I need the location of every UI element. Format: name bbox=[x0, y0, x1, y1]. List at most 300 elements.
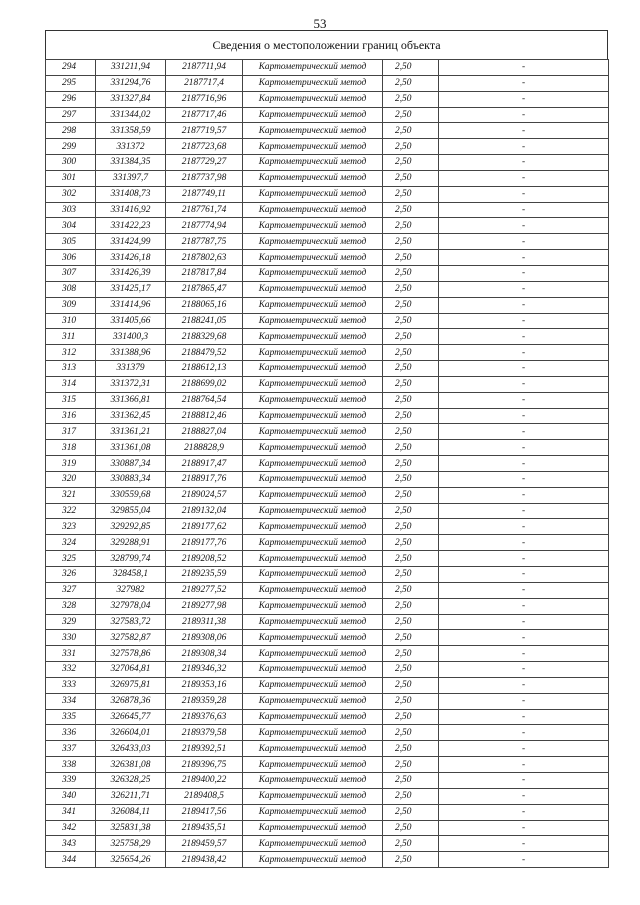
x-coordinate-cell: 326381,08 bbox=[96, 757, 166, 773]
table-row bbox=[46, 75, 609, 91]
point-number-cell: 326 bbox=[46, 567, 96, 583]
description-cell: - bbox=[439, 820, 609, 836]
x-coordinate-cell: 331366,81 bbox=[96, 392, 166, 408]
table-row bbox=[46, 186, 609, 202]
y-coordinate-cell: 2189396,75 bbox=[166, 757, 243, 773]
accuracy-cell: 2,50 bbox=[383, 424, 439, 440]
table-row bbox=[46, 170, 609, 186]
x-coordinate-cell: 331384,35 bbox=[96, 155, 166, 171]
point-number-cell: 302 bbox=[46, 186, 96, 202]
point-number-cell: 314 bbox=[46, 376, 96, 392]
point-number-cell: 321 bbox=[46, 487, 96, 503]
x-coordinate-cell: 331426,18 bbox=[96, 250, 166, 266]
table-row bbox=[46, 329, 609, 345]
description-cell: - bbox=[439, 772, 609, 788]
table-row bbox=[46, 376, 609, 392]
table-body bbox=[46, 60, 609, 868]
y-coordinate-cell: 2187717,4 bbox=[166, 75, 243, 91]
y-coordinate-cell: 2188065,16 bbox=[166, 297, 243, 313]
method-cell: Картометрический метод bbox=[243, 234, 383, 250]
x-coordinate-cell: 331414,96 bbox=[96, 297, 166, 313]
x-coordinate-cell: 327982 bbox=[96, 582, 166, 598]
table-row bbox=[46, 155, 609, 171]
accuracy-cell: 2,50 bbox=[383, 170, 439, 186]
x-coordinate-cell: 326878,36 bbox=[96, 693, 166, 709]
x-coordinate-cell: 331361,21 bbox=[96, 424, 166, 440]
description-cell: - bbox=[439, 265, 609, 281]
y-coordinate-cell: 2187719,57 bbox=[166, 123, 243, 139]
point-number-cell: 325 bbox=[46, 551, 96, 567]
accuracy-cell: 2,50 bbox=[383, 757, 439, 773]
method-cell: Картометрический метод bbox=[243, 709, 383, 725]
y-coordinate-cell: 2189277,52 bbox=[166, 582, 243, 598]
point-number-cell: 306 bbox=[46, 250, 96, 266]
table-row bbox=[46, 614, 609, 630]
description-cell: - bbox=[439, 757, 609, 773]
x-coordinate-cell: 326211,71 bbox=[96, 788, 166, 804]
description-cell: - bbox=[439, 123, 609, 139]
table-row bbox=[46, 313, 609, 329]
table-row bbox=[46, 852, 609, 868]
x-coordinate-cell: 331400,3 bbox=[96, 329, 166, 345]
point-number-cell: 311 bbox=[46, 329, 96, 345]
description-cell: - bbox=[439, 139, 609, 155]
accuracy-cell: 2,50 bbox=[383, 598, 439, 614]
x-coordinate-cell: 331425,17 bbox=[96, 281, 166, 297]
x-coordinate-cell: 327978,04 bbox=[96, 598, 166, 614]
table-row bbox=[46, 709, 609, 725]
description-cell: - bbox=[439, 662, 609, 678]
x-coordinate-cell: 331344,02 bbox=[96, 107, 166, 123]
accuracy-cell: 2,50 bbox=[383, 804, 439, 820]
y-coordinate-cell: 2189353,16 bbox=[166, 677, 243, 693]
method-cell: Картометрический метод bbox=[243, 852, 383, 868]
method-cell: Картометрический метод bbox=[243, 836, 383, 852]
accuracy-cell: 2,50 bbox=[383, 297, 439, 313]
description-cell: - bbox=[439, 202, 609, 218]
description-cell: - bbox=[439, 582, 609, 598]
method-cell: Картометрический метод bbox=[243, 582, 383, 598]
method-cell: Картометрический метод bbox=[243, 107, 383, 123]
table-row bbox=[46, 60, 609, 76]
description-cell: - bbox=[439, 297, 609, 313]
description-cell: - bbox=[439, 218, 609, 234]
method-cell: Картометрический метод bbox=[243, 123, 383, 139]
x-coordinate-cell: 330883,34 bbox=[96, 471, 166, 487]
table-row bbox=[46, 202, 609, 218]
table-row bbox=[46, 123, 609, 139]
y-coordinate-cell: 2189308,34 bbox=[166, 646, 243, 662]
method-cell: Картометрический метод bbox=[243, 519, 383, 535]
accuracy-cell: 2,50 bbox=[383, 107, 439, 123]
description-cell: - bbox=[439, 75, 609, 91]
point-number-cell: 327 bbox=[46, 582, 96, 598]
table-row bbox=[46, 567, 609, 583]
description-cell: - bbox=[439, 329, 609, 345]
description-cell: - bbox=[439, 551, 609, 567]
accuracy-cell: 2,50 bbox=[383, 345, 439, 361]
method-cell: Картометрический метод bbox=[243, 376, 383, 392]
y-coordinate-cell: 2187817,84 bbox=[166, 265, 243, 281]
table-row bbox=[46, 361, 609, 377]
accuracy-cell: 2,50 bbox=[383, 519, 439, 535]
description-cell: - bbox=[439, 614, 609, 630]
page-number: 53 bbox=[313, 16, 327, 31]
method-cell: Картометрический метод bbox=[243, 392, 383, 408]
y-coordinate-cell: 2187802,63 bbox=[166, 250, 243, 266]
accuracy-cell: 2,50 bbox=[383, 250, 439, 266]
method-cell: Картометрический метод bbox=[243, 361, 383, 377]
x-coordinate-cell: 331426,39 bbox=[96, 265, 166, 281]
y-coordinate-cell: 2189400,22 bbox=[166, 772, 243, 788]
x-coordinate-cell: 328458,1 bbox=[96, 567, 166, 583]
description-cell: - bbox=[439, 852, 609, 868]
y-coordinate-cell: 2189346,32 bbox=[166, 662, 243, 678]
x-coordinate-cell: 331424,99 bbox=[96, 234, 166, 250]
x-coordinate-cell: 329292,85 bbox=[96, 519, 166, 535]
x-coordinate-cell: 327582,87 bbox=[96, 630, 166, 646]
accuracy-cell: 2,50 bbox=[383, 234, 439, 250]
method-cell: Картометрический метод bbox=[243, 471, 383, 487]
point-number-cell: 294 bbox=[46, 60, 96, 76]
table-row bbox=[46, 107, 609, 123]
table-row bbox=[46, 772, 609, 788]
accuracy-cell: 2,50 bbox=[383, 836, 439, 852]
description-cell: - bbox=[439, 376, 609, 392]
description-cell: - bbox=[439, 677, 609, 693]
x-coordinate-cell: 331408,73 bbox=[96, 186, 166, 202]
y-coordinate-cell: 2187774,94 bbox=[166, 218, 243, 234]
accuracy-cell: 2,50 bbox=[383, 186, 439, 202]
description-cell: - bbox=[439, 155, 609, 171]
method-cell: Картометрический метод bbox=[243, 630, 383, 646]
point-number-cell: 341 bbox=[46, 804, 96, 820]
accuracy-cell: 2,50 bbox=[383, 567, 439, 583]
point-number-cell: 329 bbox=[46, 614, 96, 630]
accuracy-cell: 2,50 bbox=[383, 202, 439, 218]
method-cell: Картометрический метод bbox=[243, 725, 383, 741]
y-coordinate-cell: 2188917,47 bbox=[166, 456, 243, 472]
method-cell: Картометрический метод bbox=[243, 757, 383, 773]
accuracy-cell: 2,50 bbox=[383, 614, 439, 630]
table-row bbox=[46, 392, 609, 408]
y-coordinate-cell: 2189379,58 bbox=[166, 725, 243, 741]
accuracy-cell: 2,50 bbox=[383, 456, 439, 472]
accuracy-cell: 2,50 bbox=[383, 408, 439, 424]
x-coordinate-cell: 326975,81 bbox=[96, 677, 166, 693]
x-coordinate-cell: 331388,96 bbox=[96, 345, 166, 361]
y-coordinate-cell: 2188699,02 bbox=[166, 376, 243, 392]
accuracy-cell: 2,50 bbox=[383, 852, 439, 868]
point-number-cell: 339 bbox=[46, 772, 96, 788]
x-coordinate-cell: 326645,77 bbox=[96, 709, 166, 725]
description-cell: - bbox=[439, 503, 609, 519]
x-coordinate-cell: 331379 bbox=[96, 361, 166, 377]
y-coordinate-cell: 2189417,56 bbox=[166, 804, 243, 820]
accuracy-cell: 2,50 bbox=[383, 693, 439, 709]
table-row bbox=[46, 281, 609, 297]
description-cell: - bbox=[439, 598, 609, 614]
x-coordinate-cell: 325654,26 bbox=[96, 852, 166, 868]
table-row bbox=[46, 646, 609, 662]
y-coordinate-cell: 2189132,04 bbox=[166, 503, 243, 519]
point-number-cell: 334 bbox=[46, 693, 96, 709]
description-cell: - bbox=[439, 788, 609, 804]
x-coordinate-cell: 327583,72 bbox=[96, 614, 166, 630]
description-cell: - bbox=[439, 186, 609, 202]
accuracy-cell: 2,50 bbox=[383, 551, 439, 567]
table-title: Сведения о местоположении границ объекта bbox=[45, 30, 608, 59]
method-cell: Картометрический метод bbox=[243, 408, 383, 424]
accuracy-cell: 2,50 bbox=[383, 535, 439, 551]
point-number-cell: 308 bbox=[46, 281, 96, 297]
y-coordinate-cell: 2189438,42 bbox=[166, 852, 243, 868]
x-coordinate-cell: 331372 bbox=[96, 139, 166, 155]
y-coordinate-cell: 2187749,11 bbox=[166, 186, 243, 202]
table-row bbox=[46, 741, 609, 757]
method-cell: Картометрический метод bbox=[243, 693, 383, 709]
table-row bbox=[46, 630, 609, 646]
x-coordinate-cell: 326433,03 bbox=[96, 741, 166, 757]
point-number-cell: 338 bbox=[46, 757, 96, 773]
description-cell: - bbox=[439, 519, 609, 535]
point-number-cell: 313 bbox=[46, 361, 96, 377]
accuracy-cell: 2,50 bbox=[383, 75, 439, 91]
y-coordinate-cell: 2189311,38 bbox=[166, 614, 243, 630]
point-number-cell: 320 bbox=[46, 471, 96, 487]
accuracy-cell: 2,50 bbox=[383, 630, 439, 646]
table-row bbox=[46, 234, 609, 250]
y-coordinate-cell: 2188812,46 bbox=[166, 408, 243, 424]
table-row bbox=[46, 265, 609, 281]
description-cell: - bbox=[439, 709, 609, 725]
x-coordinate-cell: 326328,25 bbox=[96, 772, 166, 788]
x-coordinate-cell: 328799,74 bbox=[96, 551, 166, 567]
method-cell: Картометрический метод bbox=[243, 250, 383, 266]
method-cell: Картометрический метод bbox=[243, 741, 383, 757]
method-cell: Картометрический метод bbox=[243, 170, 383, 186]
method-cell: Картометрический метод bbox=[243, 60, 383, 76]
method-cell: Картометрический метод bbox=[243, 662, 383, 678]
y-coordinate-cell: 2188827,04 bbox=[166, 424, 243, 440]
description-cell: - bbox=[439, 456, 609, 472]
accuracy-cell: 2,50 bbox=[383, 772, 439, 788]
y-coordinate-cell: 2188329,68 bbox=[166, 329, 243, 345]
y-coordinate-cell: 2189359,28 bbox=[166, 693, 243, 709]
accuracy-cell: 2,50 bbox=[383, 155, 439, 171]
x-coordinate-cell: 331327,84 bbox=[96, 91, 166, 107]
method-cell: Картометрический метод bbox=[243, 281, 383, 297]
method-cell: Картометрический метод bbox=[243, 202, 383, 218]
table-row bbox=[46, 788, 609, 804]
table-row bbox=[46, 297, 609, 313]
table-row bbox=[46, 440, 609, 456]
description-cell: - bbox=[439, 440, 609, 456]
x-coordinate-cell: 331362,45 bbox=[96, 408, 166, 424]
description-cell: - bbox=[439, 804, 609, 820]
y-coordinate-cell: 2189208,52 bbox=[166, 551, 243, 567]
x-coordinate-cell: 327064,81 bbox=[96, 662, 166, 678]
method-cell: Картометрический метод bbox=[243, 456, 383, 472]
x-coordinate-cell: 331294,76 bbox=[96, 75, 166, 91]
y-coordinate-cell: 2189459,57 bbox=[166, 836, 243, 852]
description-cell: - bbox=[439, 741, 609, 757]
point-number-cell: 344 bbox=[46, 852, 96, 868]
description-cell: - bbox=[439, 567, 609, 583]
x-coordinate-cell: 325758,29 bbox=[96, 836, 166, 852]
method-cell: Картометрический метод bbox=[243, 440, 383, 456]
y-coordinate-cell: 2189308,06 bbox=[166, 630, 243, 646]
method-cell: Картометрический метод bbox=[243, 91, 383, 107]
method-cell: Картометрический метод bbox=[243, 265, 383, 281]
x-coordinate-cell: 331422,23 bbox=[96, 218, 166, 234]
y-coordinate-cell: 2188917,76 bbox=[166, 471, 243, 487]
point-number-cell: 340 bbox=[46, 788, 96, 804]
x-coordinate-cell: 331211,94 bbox=[96, 60, 166, 76]
accuracy-cell: 2,50 bbox=[383, 471, 439, 487]
x-coordinate-cell: 329288,91 bbox=[96, 535, 166, 551]
x-coordinate-cell: 331372,31 bbox=[96, 376, 166, 392]
accuracy-cell: 2,50 bbox=[383, 376, 439, 392]
table-row bbox=[46, 693, 609, 709]
y-coordinate-cell: 2189024,57 bbox=[166, 487, 243, 503]
method-cell: Картометрический метод bbox=[243, 345, 383, 361]
y-coordinate-cell: 2189277,98 bbox=[166, 598, 243, 614]
y-coordinate-cell: 2189177,76 bbox=[166, 535, 243, 551]
accuracy-cell: 2,50 bbox=[383, 392, 439, 408]
method-cell: Картометрический метод bbox=[243, 772, 383, 788]
table-row bbox=[46, 598, 609, 614]
table-row bbox=[46, 757, 609, 773]
point-number-cell: 304 bbox=[46, 218, 96, 234]
method-cell: Картометрический метод bbox=[243, 788, 383, 804]
accuracy-cell: 2,50 bbox=[383, 709, 439, 725]
y-coordinate-cell: 2188828,9 bbox=[166, 440, 243, 456]
x-coordinate-cell: 331405,66 bbox=[96, 313, 166, 329]
description-cell: - bbox=[439, 392, 609, 408]
point-number-cell: 300 bbox=[46, 155, 96, 171]
y-coordinate-cell: 2187787,75 bbox=[166, 234, 243, 250]
table-row bbox=[46, 471, 609, 487]
table-row bbox=[46, 551, 609, 567]
description-cell: - bbox=[439, 535, 609, 551]
y-coordinate-cell: 2189235,59 bbox=[166, 567, 243, 583]
description-cell: - bbox=[439, 836, 609, 852]
point-number-cell: 312 bbox=[46, 345, 96, 361]
point-number-cell: 343 bbox=[46, 836, 96, 852]
point-number-cell: 336 bbox=[46, 725, 96, 741]
description-cell: - bbox=[439, 250, 609, 266]
y-coordinate-cell: 2187737,98 bbox=[166, 170, 243, 186]
point-number-cell: 296 bbox=[46, 91, 96, 107]
method-cell: Картометрический метод bbox=[243, 155, 383, 171]
point-number-cell: 305 bbox=[46, 234, 96, 250]
y-coordinate-cell: 2187711,94 bbox=[166, 60, 243, 76]
point-number-cell: 315 bbox=[46, 392, 96, 408]
accuracy-cell: 2,50 bbox=[383, 313, 439, 329]
point-number-cell: 323 bbox=[46, 519, 96, 535]
table-row bbox=[46, 424, 609, 440]
method-cell: Картометрический метод bbox=[243, 329, 383, 345]
table-row bbox=[46, 820, 609, 836]
accuracy-cell: 2,50 bbox=[383, 139, 439, 155]
point-number-cell: 319 bbox=[46, 456, 96, 472]
y-coordinate-cell: 2188479,52 bbox=[166, 345, 243, 361]
y-coordinate-cell: 2187716,96 bbox=[166, 91, 243, 107]
accuracy-cell: 2,50 bbox=[383, 218, 439, 234]
point-number-cell: 295 bbox=[46, 75, 96, 91]
method-cell: Картометрический метод bbox=[243, 820, 383, 836]
description-cell: - bbox=[439, 725, 609, 741]
method-cell: Картометрический метод bbox=[243, 313, 383, 329]
description-cell: - bbox=[439, 345, 609, 361]
x-coordinate-cell: 331397,7 bbox=[96, 170, 166, 186]
method-cell: Картометрический метод bbox=[243, 75, 383, 91]
point-number-cell: 335 bbox=[46, 709, 96, 725]
x-coordinate-cell: 329855,04 bbox=[96, 503, 166, 519]
table-row bbox=[46, 535, 609, 551]
accuracy-cell: 2,50 bbox=[383, 123, 439, 139]
x-coordinate-cell: 327578,86 bbox=[96, 646, 166, 662]
description-cell: - bbox=[439, 646, 609, 662]
method-cell: Картометрический метод bbox=[243, 186, 383, 202]
accuracy-cell: 2,50 bbox=[383, 329, 439, 345]
table-row bbox=[46, 456, 609, 472]
x-coordinate-cell: 326604,01 bbox=[96, 725, 166, 741]
point-number-cell: 333 bbox=[46, 677, 96, 693]
x-coordinate-cell: 330887,34 bbox=[96, 456, 166, 472]
table-row bbox=[46, 408, 609, 424]
description-cell: - bbox=[439, 487, 609, 503]
description-cell: - bbox=[439, 408, 609, 424]
accuracy-cell: 2,50 bbox=[383, 487, 439, 503]
point-number-cell: 342 bbox=[46, 820, 96, 836]
point-number-cell: 309 bbox=[46, 297, 96, 313]
method-cell: Картометрический метод bbox=[243, 535, 383, 551]
table-row bbox=[46, 250, 609, 266]
y-coordinate-cell: 2189376,63 bbox=[166, 709, 243, 725]
table-row bbox=[46, 91, 609, 107]
description-cell: - bbox=[439, 60, 609, 76]
boundary-points-table bbox=[45, 59, 609, 868]
table-row bbox=[46, 582, 609, 598]
table-row bbox=[46, 725, 609, 741]
point-number-cell: 297 bbox=[46, 107, 96, 123]
y-coordinate-cell: 2189177,62 bbox=[166, 519, 243, 535]
method-cell: Картометрический метод bbox=[243, 424, 383, 440]
point-number-cell: 298 bbox=[46, 123, 96, 139]
point-number-cell: 299 bbox=[46, 139, 96, 155]
description-cell: - bbox=[439, 234, 609, 250]
point-number-cell: 330 bbox=[46, 630, 96, 646]
accuracy-cell: 2,50 bbox=[383, 662, 439, 678]
point-number-cell: 318 bbox=[46, 440, 96, 456]
accuracy-cell: 2,50 bbox=[383, 582, 439, 598]
point-number-cell: 332 bbox=[46, 662, 96, 678]
method-cell: Картометрический метод bbox=[243, 551, 383, 567]
description-cell: - bbox=[439, 281, 609, 297]
description-cell: - bbox=[439, 313, 609, 329]
y-coordinate-cell: 2187865,47 bbox=[166, 281, 243, 297]
method-cell: Картометрический метод bbox=[243, 487, 383, 503]
description-cell: - bbox=[439, 471, 609, 487]
y-coordinate-cell: 2188612,13 bbox=[166, 361, 243, 377]
accuracy-cell: 2,50 bbox=[383, 281, 439, 297]
point-number-cell: 324 bbox=[46, 535, 96, 551]
method-cell: Картометрический метод bbox=[243, 646, 383, 662]
y-coordinate-cell: 2189435,51 bbox=[166, 820, 243, 836]
x-coordinate-cell: 331416,92 bbox=[96, 202, 166, 218]
